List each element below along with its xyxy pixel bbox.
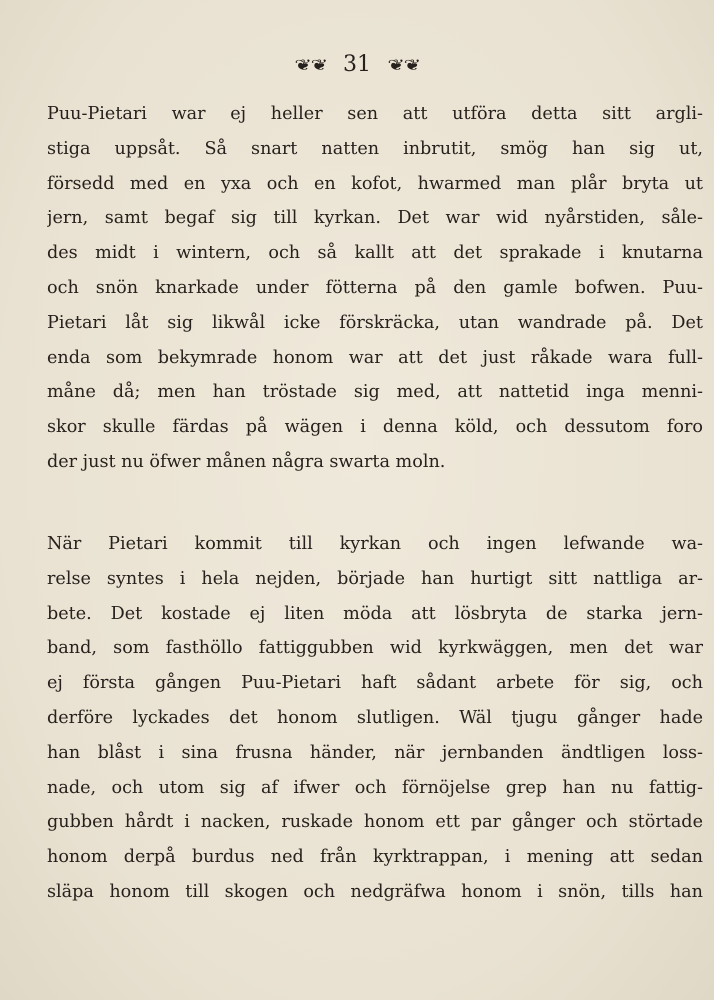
ornament-right-icon: ❦❦ (387, 56, 420, 74)
page-header (0, 50, 714, 80)
text-line: och snön knarkade under fötterna på den gamle bofwen. Puu- (47, 277, 703, 298)
text-line: släpa honom till skogen och nedgräfwa honom i snön, tills han (47, 881, 703, 902)
paragraph-1 (47, 97, 703, 480)
text-line: måne då; men han tröstade sig med, att nattetid inga menni- (47, 382, 703, 403)
text-line: stiga uppsåt. Så snart natten inbrutit, smög han sig ut, (47, 138, 703, 159)
text-line: Pietari låt sig likwål icke förskräcka, utan wandrade på. Det (47, 312, 703, 333)
text-line: relse syntes i hela nejden, började han hurtigt sitt nattliga ar- (47, 568, 703, 589)
paragraph-2 (47, 527, 703, 910)
text-line: jern, samt begaf sig till kyrkan. Det war wid nyårstiden, såle- (47, 208, 703, 229)
ornament-left-icon: ❦❦ (294, 56, 327, 74)
text-line: Puu-Pietari war ej heller sen att utföra detta sitt argli- (47, 104, 703, 124)
text-line: försedd med en yxa och en kofot, hwarmed man plår bryta ut (47, 173, 703, 194)
text-line: nade, och utom sig af ifwer och förnöjelse grep han nu fattig- (47, 777, 703, 798)
text-line: gubben hårdt i nacken, ruskade honom ett par gånger och störtade (47, 812, 703, 833)
text-line: skor skulle färdas på wägen i denna köld, och dessutom foro (47, 417, 703, 438)
text-line: han blåst i sina frusna händer, när jernbanden ändtligen loss- (47, 742, 703, 763)
text-line: des midt i wintern, och så kallt att det sprakade i knutarna (47, 243, 703, 264)
text-line: bete. Det kostade ej liten möda att lösbryta de starka jern- (47, 603, 703, 624)
text-line: band, som fasthöllo fattiggubben wid kyrkwäggen, men det war (47, 638, 703, 659)
text-line: ej första gången Puu-Pietari haft sådant arbete för sig, och (47, 673, 703, 694)
text-line: der just nu öfwer månen några swarta moln. (47, 451, 446, 472)
text-line: derföre lyckades det honom slutligen. Wäl tjugu gånger hade (47, 707, 703, 728)
text-line: honom derpå burdus ned från kyrktrappan, i mening att sedan (47, 847, 703, 868)
text-line: enda som bekymrade honom war att det just råkade wara full- (47, 347, 703, 368)
text-line: När Pietari kommit till kyrkan och ingen lefwande wa- (47, 534, 703, 554)
page-number: 31 (343, 52, 371, 77)
